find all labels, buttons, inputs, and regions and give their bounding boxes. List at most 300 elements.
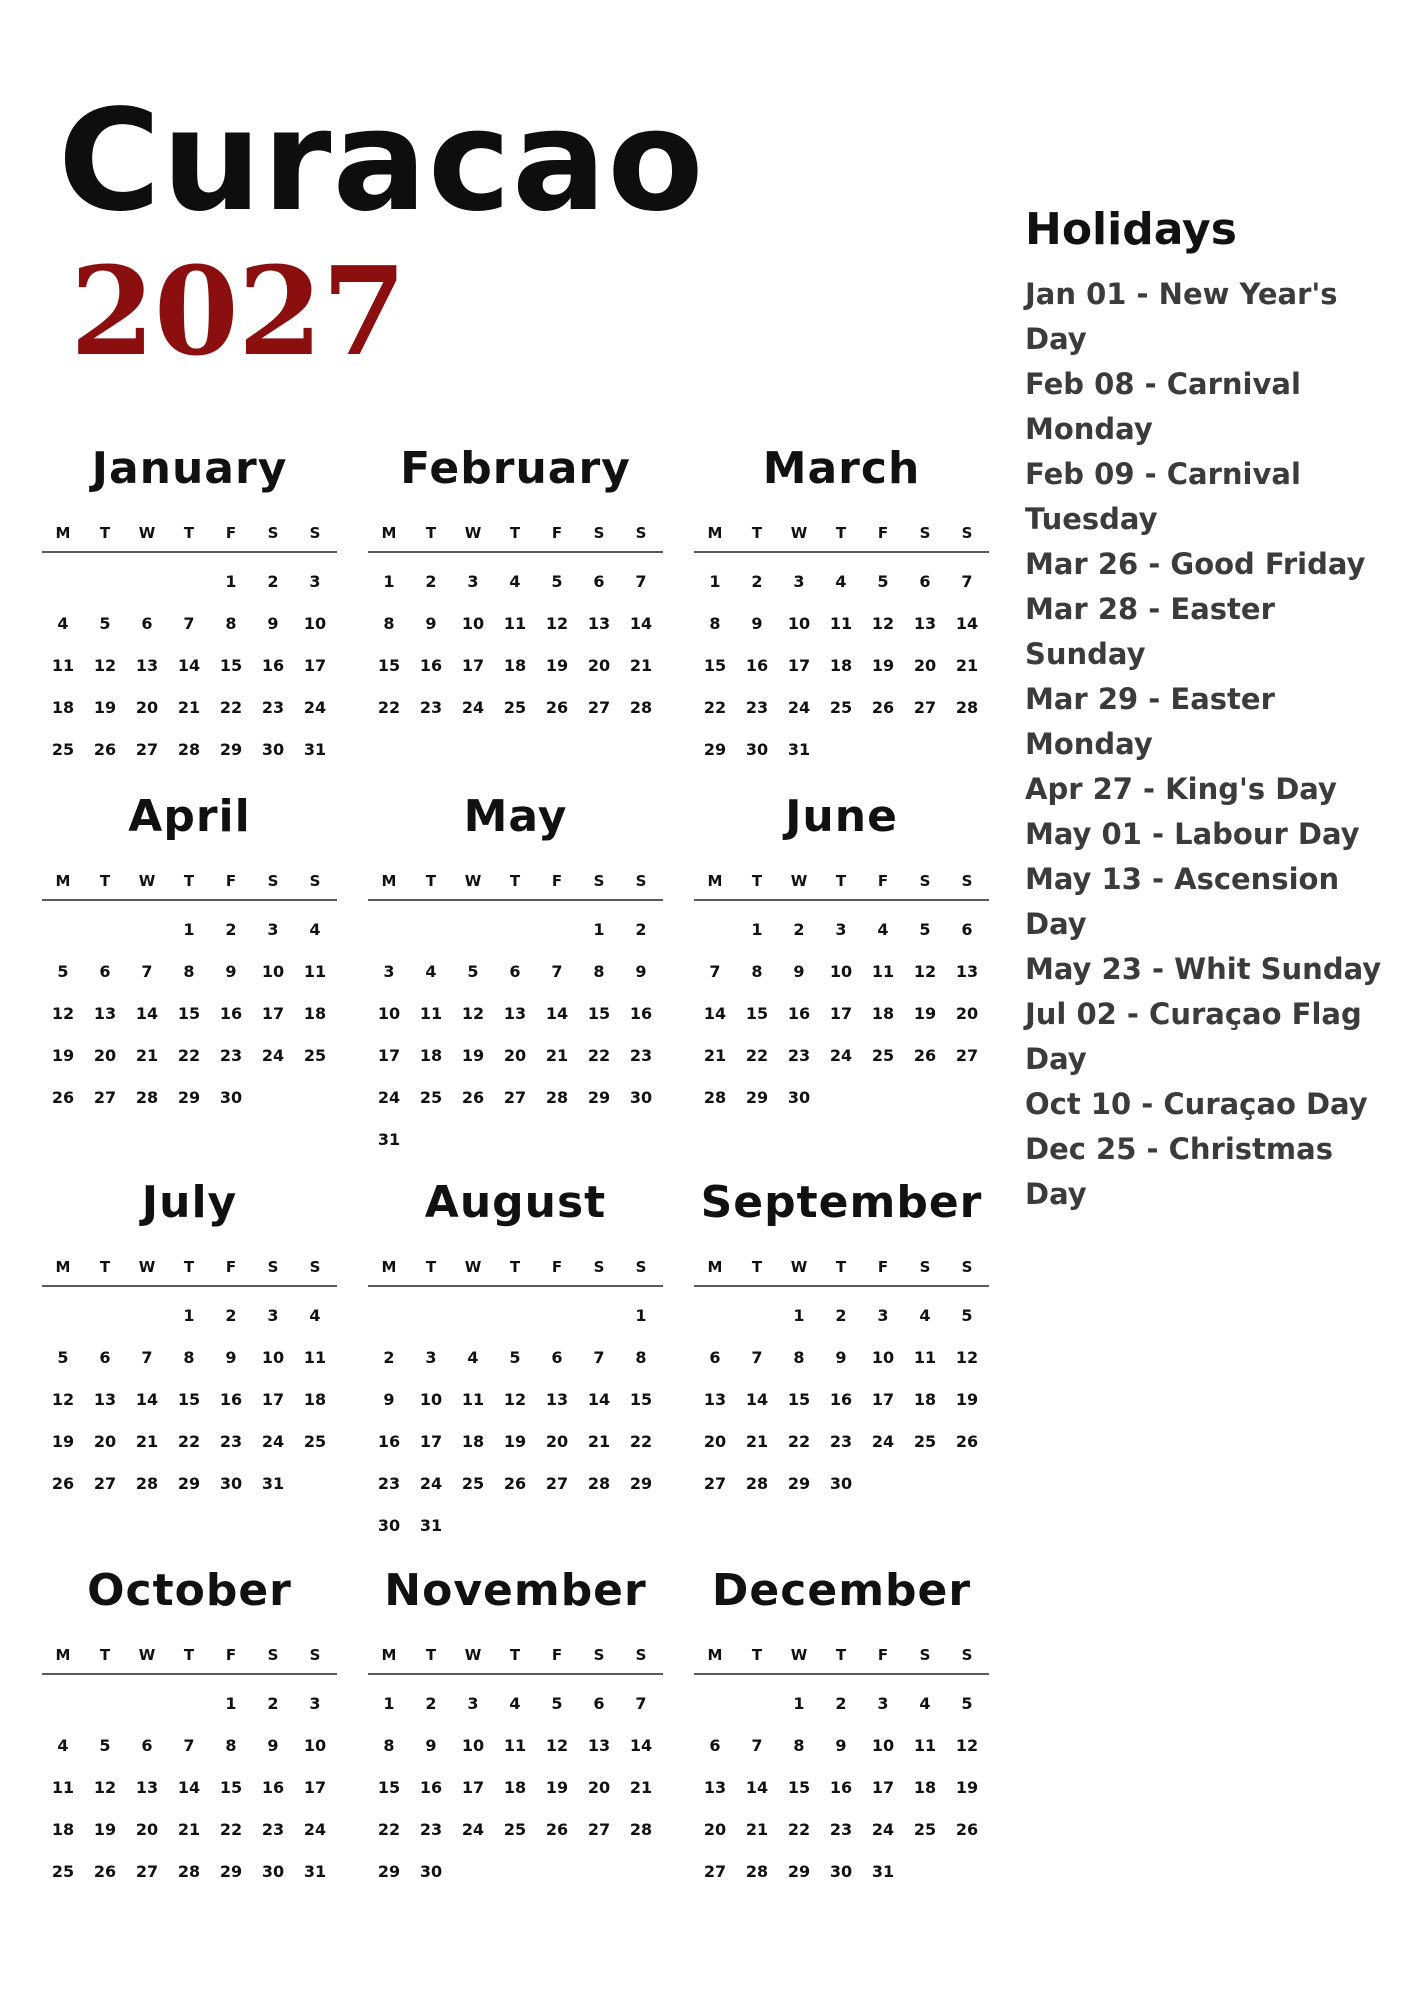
weekday-label: S <box>961 524 973 542</box>
day-cell: 30 <box>829 1474 853 1493</box>
day-cell: 26 <box>51 1088 75 1107</box>
day-cell: 3 <box>425 1348 437 1367</box>
day-cell: 26 <box>871 698 895 717</box>
day-cell: 9 <box>835 1736 847 1755</box>
day-cell: 21 <box>629 1778 653 1797</box>
weekday-label: W <box>138 1258 156 1276</box>
day-cell: 17 <box>261 1390 285 1409</box>
day-cell: 24 <box>871 1820 895 1839</box>
day-cell: 16 <box>745 656 769 675</box>
month-name: November <box>384 1565 647 1616</box>
weekday-label: W <box>790 524 808 542</box>
month-february <box>368 443 663 717</box>
weekday-label: F <box>877 1258 889 1276</box>
day-cell: 12 <box>545 1736 569 1755</box>
day-cell: 21 <box>587 1432 611 1451</box>
day-cell: 28 <box>135 1088 159 1107</box>
day-cell: 2 <box>835 1694 847 1713</box>
day-cell: 8 <box>225 614 237 633</box>
day-cell: 18 <box>303 1004 327 1023</box>
day-cell: 29 <box>703 740 727 759</box>
day-cell: 27 <box>135 740 159 759</box>
day-cell: 9 <box>267 1736 279 1755</box>
day-cell: 30 <box>219 1088 243 1107</box>
day-cell: 8 <box>793 1736 805 1755</box>
weekday-label: T <box>509 524 521 542</box>
day-cell: 30 <box>419 1862 443 1881</box>
day-cell: 15 <box>787 1390 811 1409</box>
day-cell: 31 <box>871 1862 895 1881</box>
day-cell: 30 <box>829 1862 853 1881</box>
day-cell: 30 <box>787 1088 811 1107</box>
holiday-item: Mar 29 - Easter Monday <box>1025 682 1275 762</box>
day-cell: 22 <box>377 698 401 717</box>
day-cell: 12 <box>545 614 569 633</box>
day-cell: 20 <box>93 1046 117 1065</box>
holiday-item: May 01 - Labour Day <box>1025 817 1360 852</box>
day-cell: 11 <box>913 1736 937 1755</box>
header-divider <box>368 899 663 901</box>
month-name: June <box>785 791 898 842</box>
day-cell: 18 <box>51 1820 75 1839</box>
day-cell: 5 <box>57 1348 69 1367</box>
month-july <box>42 1177 337 1493</box>
day-cell: 19 <box>955 1778 979 1797</box>
day-cell: 4 <box>57 614 69 633</box>
day-cell: 22 <box>219 698 243 717</box>
holiday-item: Mar 26 - Good Friday <box>1025 547 1366 582</box>
weekday-label: S <box>919 1258 931 1276</box>
day-cell: 14 <box>629 614 653 633</box>
day-cell: 3 <box>877 1694 889 1713</box>
weekday-label: W <box>464 1258 482 1276</box>
day-cell: 10 <box>303 614 327 633</box>
day-cell: 10 <box>871 1736 895 1755</box>
month-name: May <box>463 791 568 842</box>
header-divider <box>42 1673 337 1675</box>
day-cell: 19 <box>461 1046 485 1065</box>
weekday-label: F <box>225 1258 237 1276</box>
weekday-label: M <box>381 524 397 542</box>
weekday-label: T <box>751 1258 763 1276</box>
day-cell: 18 <box>913 1778 937 1797</box>
weekday-label: M <box>381 872 397 890</box>
weekday-label: T <box>751 524 763 542</box>
day-cell: 12 <box>955 1736 979 1755</box>
day-cell: 9 <box>835 1348 847 1367</box>
weekday-label: M <box>707 1258 723 1276</box>
day-cell: 12 <box>955 1348 979 1367</box>
day-cell: 1 <box>793 1694 805 1713</box>
weekday-label: T <box>183 1258 195 1276</box>
day-cell: 8 <box>383 1736 395 1755</box>
day-cell: 27 <box>955 1046 979 1065</box>
weekday-label: S <box>593 1646 605 1664</box>
header-divider <box>368 551 663 553</box>
day-cell: 4 <box>425 962 437 981</box>
weekday-label: T <box>425 872 437 890</box>
weekday-label: T <box>509 872 521 890</box>
day-cell: 17 <box>419 1432 443 1451</box>
day-cell: 1 <box>383 572 395 591</box>
day-cell: 17 <box>303 656 327 675</box>
holiday-item: Oct 10 - Curaçao Day <box>1025 1087 1368 1122</box>
day-cell: 24 <box>419 1474 443 1493</box>
day-cell: 10 <box>871 1348 895 1367</box>
weekday-label: T <box>99 872 111 890</box>
day-cell: 3 <box>267 1306 279 1325</box>
day-cell: 26 <box>503 1474 527 1493</box>
month-june <box>694 791 989 1107</box>
day-cell: 20 <box>955 1004 979 1023</box>
day-cell: 31 <box>303 740 327 759</box>
day-cell: 16 <box>377 1432 401 1451</box>
day-cell: 24 <box>461 698 485 717</box>
day-cell: 14 <box>135 1004 159 1023</box>
day-cell: 7 <box>141 1348 153 1367</box>
day-cell: 14 <box>177 1778 201 1797</box>
day-cell: 19 <box>545 1778 569 1797</box>
day-cell: 23 <box>219 1432 243 1451</box>
day-cell: 21 <box>629 656 653 675</box>
day-cell: 8 <box>793 1348 805 1367</box>
day-cell: 21 <box>745 1820 769 1839</box>
day-cell: 12 <box>503 1390 527 1409</box>
weekday-header <box>368 1258 663 1276</box>
weekday-label: F <box>225 872 237 890</box>
day-cell: 14 <box>703 1004 727 1023</box>
day-cell: 28 <box>629 698 653 717</box>
day-cell: 25 <box>51 1862 75 1881</box>
weekday-label: F <box>225 1646 237 1664</box>
day-cell: 4 <box>509 572 521 591</box>
day-cell: 9 <box>425 614 437 633</box>
day-cell: 15 <box>703 656 727 675</box>
day-cell: 26 <box>51 1474 75 1493</box>
weekday-label: S <box>309 524 321 542</box>
day-cell: 10 <box>461 614 485 633</box>
day-cell: 28 <box>629 1820 653 1839</box>
day-cell: 5 <box>467 962 479 981</box>
day-cell: 25 <box>303 1432 327 1451</box>
day-cell: 15 <box>587 1004 611 1023</box>
day-cell: 29 <box>177 1088 201 1107</box>
day-cell: 9 <box>635 962 647 981</box>
day-cell: 24 <box>829 1046 853 1065</box>
month-name: February <box>400 443 631 494</box>
header-divider <box>694 551 989 553</box>
day-cell: 23 <box>419 698 443 717</box>
day-cell: 10 <box>377 1004 401 1023</box>
day-cell: 11 <box>419 1004 443 1023</box>
weekday-label: T <box>425 1646 437 1664</box>
header-divider <box>694 1285 989 1287</box>
day-cell: 13 <box>955 962 979 981</box>
day-cell: 7 <box>141 962 153 981</box>
day-cell: 15 <box>177 1004 201 1023</box>
day-cell: 4 <box>509 1694 521 1713</box>
month-name: September <box>700 1177 983 1228</box>
day-cell: 27 <box>913 698 937 717</box>
day-cell: 1 <box>593 920 605 939</box>
day-cell: 4 <box>309 920 321 939</box>
day-cell: 5 <box>961 1694 973 1713</box>
weekday-label: T <box>183 872 195 890</box>
day-cell: 3 <box>793 572 805 591</box>
day-cell: 6 <box>961 920 973 939</box>
day-cell: 25 <box>419 1088 443 1107</box>
day-cell: 11 <box>503 614 527 633</box>
weekday-label: W <box>138 1646 156 1664</box>
month-august <box>368 1177 663 1535</box>
weekday-label: S <box>635 872 647 890</box>
day-cell: 1 <box>793 1306 805 1325</box>
weekday-label: S <box>635 524 647 542</box>
day-cell: 1 <box>225 572 237 591</box>
day-cell: 31 <box>787 740 811 759</box>
day-cell: 16 <box>219 1004 243 1023</box>
month-may <box>368 791 663 1149</box>
month-name: April <box>128 791 251 842</box>
day-cell: 5 <box>99 1736 111 1755</box>
day-cell: 19 <box>545 656 569 675</box>
day-cell: 16 <box>419 1778 443 1797</box>
day-cell: 23 <box>629 1046 653 1065</box>
day-cell: 14 <box>587 1390 611 1409</box>
header-divider <box>368 1673 663 1675</box>
day-cell: 25 <box>303 1046 327 1065</box>
page-title: Curacao <box>58 80 705 243</box>
day-cell: 28 <box>955 698 979 717</box>
day-cell: 13 <box>587 1736 611 1755</box>
day-cell: 18 <box>503 1778 527 1797</box>
weekday-label: S <box>919 524 931 542</box>
day-cell: 20 <box>587 656 611 675</box>
day-cell: 29 <box>177 1474 201 1493</box>
day-cell: 26 <box>545 698 569 717</box>
day-cell: 16 <box>629 1004 653 1023</box>
weekday-label: M <box>707 1646 723 1664</box>
day-cell: 21 <box>177 1820 201 1839</box>
day-cell: 18 <box>51 698 75 717</box>
day-cell: 15 <box>629 1390 653 1409</box>
day-cell: 7 <box>635 1694 647 1713</box>
day-cell: 27 <box>545 1474 569 1493</box>
day-cell: 15 <box>219 656 243 675</box>
header-divider <box>42 551 337 553</box>
weekday-label: S <box>919 872 931 890</box>
weekday-label: S <box>309 1646 321 1664</box>
weekday-label: T <box>835 872 847 890</box>
day-cell: 28 <box>545 1088 569 1107</box>
day-cell: 23 <box>261 698 285 717</box>
weekday-label: F <box>551 1646 563 1664</box>
day-cell: 18 <box>871 1004 895 1023</box>
holidays-title: Holidays <box>1025 204 1237 255</box>
day-cell: 17 <box>461 1778 485 1797</box>
day-cell: 13 <box>587 614 611 633</box>
day-cell: 2 <box>225 920 237 939</box>
day-cell: 3 <box>467 1694 479 1713</box>
day-cell: 30 <box>745 740 769 759</box>
weekday-header <box>42 872 337 890</box>
day-cell: 23 <box>419 1820 443 1839</box>
day-cell: 22 <box>787 1820 811 1839</box>
day-cell: 12 <box>913 962 937 981</box>
day-cell: 5 <box>877 572 889 591</box>
weekday-label: S <box>635 1646 647 1664</box>
weekday-header <box>368 1646 663 1664</box>
day-cell: 19 <box>871 656 895 675</box>
day-cell: 20 <box>913 656 937 675</box>
day-cell: 7 <box>593 1348 605 1367</box>
day-cell: 22 <box>745 1046 769 1065</box>
day-cell: 17 <box>303 1778 327 1797</box>
day-cell: 2 <box>383 1348 395 1367</box>
weekday-label: S <box>267 872 279 890</box>
day-cell: 16 <box>419 656 443 675</box>
day-cell: 30 <box>261 740 285 759</box>
day-cell: 3 <box>835 920 847 939</box>
day-cell: 6 <box>551 1348 563 1367</box>
day-cell: 19 <box>51 1046 75 1065</box>
day-cell: 4 <box>57 1736 69 1755</box>
day-cell: 20 <box>135 1820 159 1839</box>
day-cell: 10 <box>261 1348 285 1367</box>
day-cell: 11 <box>303 1348 327 1367</box>
day-cell: 31 <box>261 1474 285 1493</box>
day-cell: 29 <box>219 740 243 759</box>
day-cell: 14 <box>955 614 979 633</box>
day-cell: 29 <box>587 1088 611 1107</box>
day-cell: 10 <box>303 1736 327 1755</box>
day-cell: 22 <box>219 1820 243 1839</box>
day-cell: 29 <box>787 1474 811 1493</box>
holiday-item: Dec 25 - Christmas Day <box>1025 1132 1333 1212</box>
day-cell: 6 <box>593 572 605 591</box>
weekday-header <box>694 1258 989 1276</box>
day-cell: 30 <box>629 1088 653 1107</box>
day-cell: 22 <box>177 1432 201 1451</box>
day-cell: 22 <box>377 1820 401 1839</box>
day-cell: 18 <box>913 1390 937 1409</box>
day-cell: 2 <box>635 920 647 939</box>
day-cell: 16 <box>261 1778 285 1797</box>
day-cell: 1 <box>709 572 721 591</box>
day-cell: 18 <box>461 1432 485 1451</box>
day-cell: 22 <box>177 1046 201 1065</box>
weekday-label: F <box>877 1646 889 1664</box>
day-cell: 4 <box>919 1694 931 1713</box>
month-november <box>368 1565 663 1881</box>
weekday-label: F <box>551 524 563 542</box>
day-cell: 2 <box>267 572 279 591</box>
day-cell: 13 <box>93 1004 117 1023</box>
day-cell: 19 <box>93 1820 117 1839</box>
day-cell: 22 <box>629 1432 653 1451</box>
day-cell: 9 <box>383 1390 395 1409</box>
day-cell: 6 <box>99 1348 111 1367</box>
day-cell: 20 <box>93 1432 117 1451</box>
day-cell: 17 <box>261 1004 285 1023</box>
day-cell: 25 <box>913 1432 937 1451</box>
weekday-label: W <box>464 524 482 542</box>
day-cell: 22 <box>703 698 727 717</box>
day-cell: 9 <box>225 962 237 981</box>
day-cell: 28 <box>135 1474 159 1493</box>
day-cell: 7 <box>751 1348 763 1367</box>
day-cell: 10 <box>419 1390 443 1409</box>
month-name: August <box>424 1177 607 1228</box>
day-cell: 23 <box>219 1046 243 1065</box>
day-cell: 11 <box>51 656 75 675</box>
weekday-label: M <box>55 872 71 890</box>
holiday-item: May 13 - Ascension Day <box>1025 862 1340 942</box>
day-cell: 10 <box>261 962 285 981</box>
day-cell: 27 <box>587 1820 611 1839</box>
weekday-label: F <box>551 872 563 890</box>
month-name: October <box>87 1565 292 1616</box>
day-cell: 21 <box>177 698 201 717</box>
day-cell: 7 <box>961 572 973 591</box>
holidays-panel <box>1025 206 1395 1217</box>
day-cell: 13 <box>93 1390 117 1409</box>
day-cell: 15 <box>377 656 401 675</box>
weekday-label: T <box>509 1258 521 1276</box>
day-cell: 20 <box>587 1778 611 1797</box>
day-cell: 8 <box>225 1736 237 1755</box>
day-cell: 3 <box>267 920 279 939</box>
day-cell: 16 <box>261 656 285 675</box>
day-cell: 2 <box>793 920 805 939</box>
month-name: March <box>762 443 921 494</box>
day-cell: 1 <box>383 1694 395 1713</box>
day-cell: 22 <box>587 1046 611 1065</box>
weekday-label: T <box>425 1258 437 1276</box>
day-cell: 14 <box>745 1778 769 1797</box>
day-cell: 6 <box>709 1348 721 1367</box>
day-cell: 24 <box>377 1088 401 1107</box>
weekday-header <box>42 524 337 542</box>
day-cell: 31 <box>419 1516 443 1535</box>
day-cell: 7 <box>183 1736 195 1755</box>
day-cell: 27 <box>703 1862 727 1881</box>
day-cell: 18 <box>829 656 853 675</box>
day-cell: 20 <box>703 1432 727 1451</box>
day-cell: 17 <box>461 656 485 675</box>
day-cell: 8 <box>183 962 195 981</box>
day-cell: 7 <box>635 572 647 591</box>
day-cell: 19 <box>913 1004 937 1023</box>
day-cell: 13 <box>703 1390 727 1409</box>
day-cell: 11 <box>829 614 853 633</box>
weekday-label: F <box>551 1258 563 1276</box>
day-cell: 14 <box>545 1004 569 1023</box>
weekday-label: W <box>464 872 482 890</box>
day-cell: 19 <box>503 1432 527 1451</box>
month-september <box>694 1177 989 1493</box>
day-cell: 12 <box>871 614 895 633</box>
day-cell: 9 <box>793 962 805 981</box>
day-cell: 11 <box>51 1778 75 1797</box>
day-cell: 14 <box>177 656 201 675</box>
weekday-label: T <box>99 1646 111 1664</box>
day-cell: 14 <box>629 1736 653 1755</box>
weekday-label: F <box>225 524 237 542</box>
day-cell: 28 <box>587 1474 611 1493</box>
holiday-item: Mar 28 - Easter Sunday <box>1025 592 1275 672</box>
day-cell: 13 <box>135 1778 159 1797</box>
